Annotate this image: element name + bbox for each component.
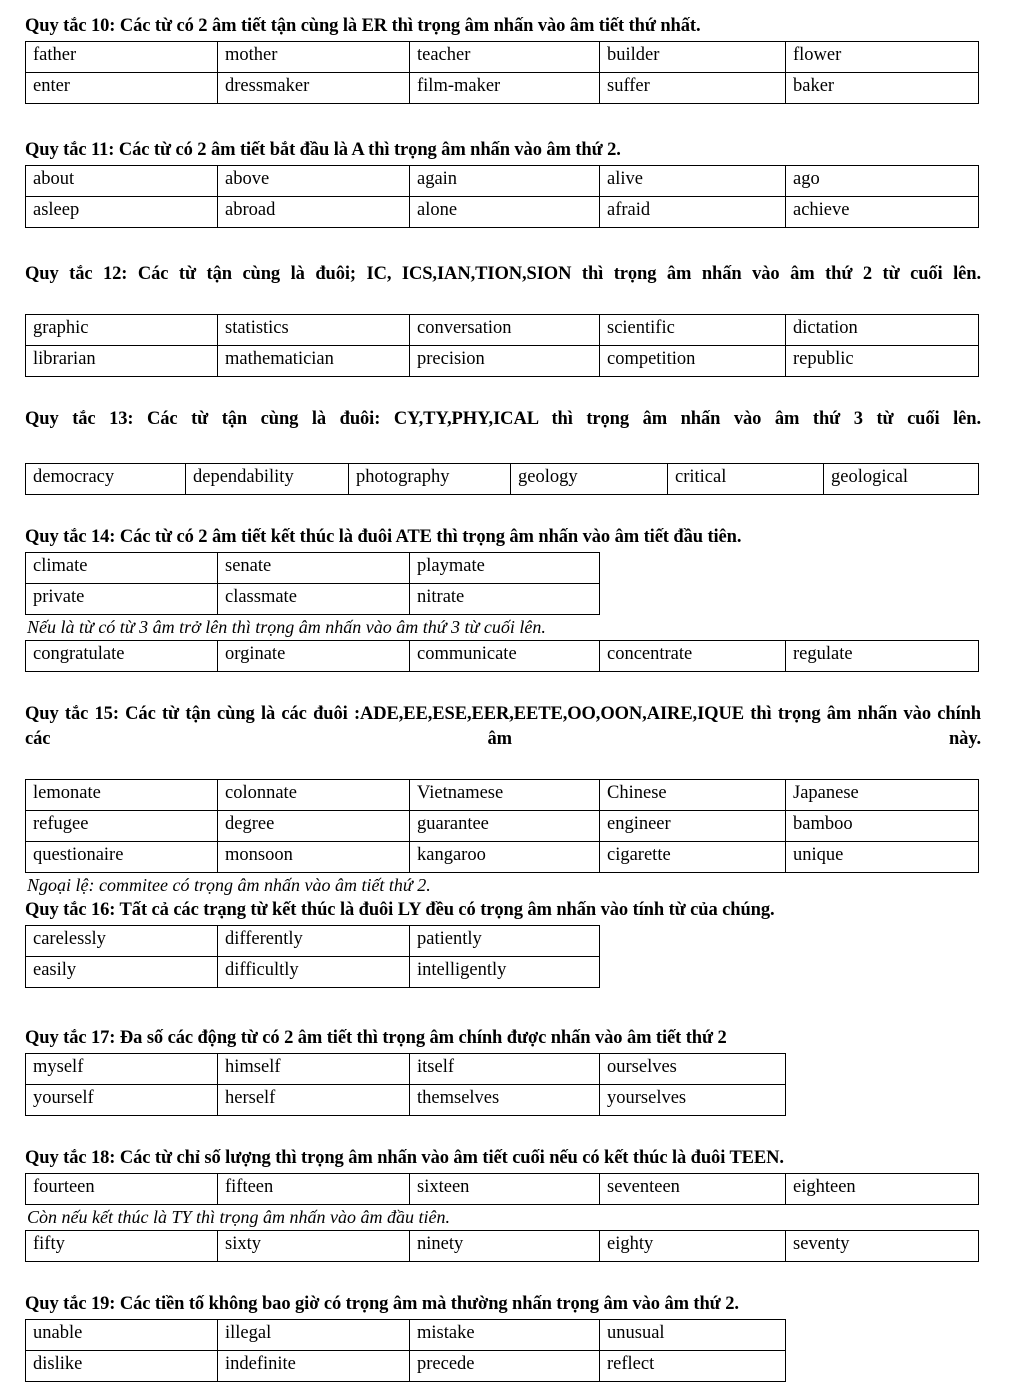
table-row xyxy=(26,197,979,228)
word-cell: alone xyxy=(410,197,600,228)
table-row xyxy=(26,957,600,988)
spacer xyxy=(25,377,981,407)
word-cell: competition xyxy=(600,346,786,377)
word-cell: guarantee xyxy=(410,811,600,842)
word-cell: again xyxy=(410,166,600,197)
word-cell: alive xyxy=(600,166,786,197)
rule-18-note: Còn nếu kết thúc là TY thì trọng âm nhấn vào âm đầu tiên. xyxy=(27,1207,450,1227)
document-content xyxy=(25,14,981,1382)
word-cell: abroad xyxy=(218,197,410,228)
word-cell: dictation xyxy=(786,315,979,346)
word-cell: unusual xyxy=(600,1320,786,1351)
table-row xyxy=(26,842,979,873)
word-cell: communicate xyxy=(410,641,600,672)
word-cell: questionaire xyxy=(26,842,218,873)
rule-15-heading: Quy tắc 15: Các từ tận cùng là các đuôi :ADE,EE,ESE,EER,EETE,OO,OON,AIRE,IQUE thì trọng âm nhấn vào chính các âm này. xyxy=(25,704,981,749)
rule-11-heading: Quy tắc 11: Các từ có 2 âm tiết bắt đầu là A thì trọng âm nhấn vào âm thứ 2. xyxy=(25,140,621,160)
word-cell: easily xyxy=(26,957,218,988)
table-row xyxy=(26,1231,979,1262)
word-cell: enter xyxy=(26,73,218,104)
word-cell: difficultly xyxy=(218,957,410,988)
word-cell: scientific xyxy=(600,315,786,346)
table-row xyxy=(26,1320,786,1351)
rule-15-table xyxy=(25,779,979,873)
word-cell: precision xyxy=(410,346,600,377)
word-cell: orginate xyxy=(218,641,410,672)
table-row xyxy=(26,1174,979,1205)
spacer xyxy=(25,228,981,262)
word-cell: critical xyxy=(668,464,824,495)
word-cell: dislike xyxy=(26,1351,218,1382)
rule-18-heading: Quy tắc 18: Các từ chỉ số lượng thì trọng âm nhấn vào âm tiết cuối nếu có kết thúc là đuôi TEEN. xyxy=(25,1148,784,1168)
word-cell: climate xyxy=(26,553,218,584)
word-cell: myself xyxy=(26,1054,218,1085)
rule-14-note: Nếu là từ có từ 3 âm trở lên thì trọng âm nhấn vào âm thứ 3 từ cuối lên. xyxy=(27,617,546,637)
table-row xyxy=(26,315,979,346)
word-cell: differently xyxy=(218,926,410,957)
word-cell: Chinese xyxy=(600,780,786,811)
spacer xyxy=(25,1262,981,1292)
word-cell: fourteen xyxy=(26,1174,218,1205)
word-cell: graphic xyxy=(26,315,218,346)
rule-17-heading: Quy tắc 17: Đa số các động từ có 2 âm tiết thì trọng âm chính được nhấn vào âm tiết thứ 2 xyxy=(25,1028,727,1048)
table-row xyxy=(26,42,979,73)
table-row xyxy=(26,641,979,672)
word-cell: conversation xyxy=(410,315,600,346)
word-cell: unable xyxy=(26,1320,218,1351)
word-cell: democracy xyxy=(26,464,186,495)
word-cell: engineer xyxy=(600,811,786,842)
word-cell: bamboo xyxy=(786,811,979,842)
word-cell: suffer xyxy=(600,73,786,104)
word-cell: Japanese xyxy=(786,780,979,811)
word-cell: intelligently xyxy=(410,957,600,988)
word-cell: photography xyxy=(349,464,511,495)
word-cell: dressmaker xyxy=(218,73,410,104)
table-row xyxy=(26,166,979,197)
word-cell: achieve xyxy=(786,197,979,228)
word-cell: kangaroo xyxy=(410,842,600,873)
rule-14-table-b xyxy=(25,640,979,672)
table-row xyxy=(26,926,600,957)
word-cell: geological xyxy=(824,464,979,495)
table-row xyxy=(26,1351,786,1382)
word-cell: sixteen xyxy=(410,1174,600,1205)
rule-16-table xyxy=(25,925,600,988)
rule-10-heading: Quy tắc 10: Các từ có 2 âm tiết tận cùng là ER thì trọng âm nhấn vào âm tiết thứ nhất. xyxy=(25,16,701,36)
word-cell: ninety xyxy=(410,1231,600,1262)
word-cell: mathematician xyxy=(218,346,410,377)
word-cell: mistake xyxy=(410,1320,600,1351)
spacer xyxy=(25,495,981,525)
table-row xyxy=(26,553,600,584)
word-cell: statistics xyxy=(218,315,410,346)
word-cell: eighteen xyxy=(786,1174,979,1205)
word-cell: reflect xyxy=(600,1351,786,1382)
word-cell: yourselves xyxy=(600,1085,786,1116)
word-cell: ago xyxy=(786,166,979,197)
word-cell: herself xyxy=(218,1085,410,1116)
table-row xyxy=(26,346,979,377)
word-cell: precede xyxy=(410,1351,600,1382)
word-cell: patiently xyxy=(410,926,600,957)
rule-19-heading: Quy tắc 19: Các tiền tố không bao giờ có trọng âm mà thường nhấn trọng âm vào âm thứ 2. xyxy=(25,1294,739,1314)
word-cell: itself xyxy=(410,1054,600,1085)
word-cell: themselves xyxy=(410,1085,600,1116)
word-cell: lemonate xyxy=(26,780,218,811)
word-cell: dependability xyxy=(186,464,349,495)
word-cell: nitrate xyxy=(410,584,600,615)
spacer xyxy=(25,104,981,138)
word-cell: private xyxy=(26,584,218,615)
word-cell: indefinite xyxy=(218,1351,410,1382)
word-cell: yourself xyxy=(26,1085,218,1116)
word-cell: ourselves xyxy=(600,1054,786,1085)
table-row xyxy=(26,584,600,615)
word-cell: about xyxy=(26,166,218,197)
word-cell: above xyxy=(218,166,410,197)
rule-13-heading: Quy tắc 13: Các từ tận cùng là đuôi: CY,TY,PHY,ICAL thì trọng âm nhấn vào âm thứ 3 từ cuối lên. xyxy=(25,409,981,429)
word-cell: mother xyxy=(218,42,410,73)
word-cell: refugee xyxy=(26,811,218,842)
word-cell: film-maker xyxy=(410,73,600,104)
rule-16-heading: Quy tắc 16: Tất cả các trạng từ kết thúc là đuôi LY đều có trọng âm nhấn vào tính từ của chúng. xyxy=(25,900,775,920)
word-cell: playmate xyxy=(410,553,600,584)
word-cell: afraid xyxy=(600,197,786,228)
word-cell: concentrate xyxy=(600,641,786,672)
word-cell: colonnate xyxy=(218,780,410,811)
word-cell: fifteen xyxy=(218,1174,410,1205)
word-cell: degree xyxy=(218,811,410,842)
word-cell: Vietnamese xyxy=(410,780,600,811)
word-cell: flower xyxy=(786,42,979,73)
rule-15-note: Ngoại lệ: commitee có trọng âm nhấn vào âm tiết thứ 2. xyxy=(27,875,431,895)
rule-19-table xyxy=(25,1319,786,1382)
word-cell: classmate xyxy=(218,584,410,615)
word-cell: republic xyxy=(786,346,979,377)
table-row xyxy=(26,1054,786,1085)
spacer xyxy=(25,988,981,1026)
word-cell: builder xyxy=(600,42,786,73)
word-cell: sixty xyxy=(218,1231,410,1262)
table-row xyxy=(26,780,979,811)
word-cell: baker xyxy=(786,73,979,104)
rule-14-table-a xyxy=(25,552,600,615)
word-cell: regulate xyxy=(786,641,979,672)
rule-14-heading: Quy tắc 14: Các từ có 2 âm tiết kết thúc là đuôi ATE thì trọng âm nhấn vào âm tiết đầu tiên. xyxy=(25,527,742,547)
word-cell: senate xyxy=(218,553,410,584)
word-cell: carelessly xyxy=(26,926,218,957)
word-cell: teacher xyxy=(410,42,600,73)
word-cell: seventeen xyxy=(600,1174,786,1205)
word-cell: father xyxy=(26,42,218,73)
word-cell: himself xyxy=(218,1054,410,1085)
table-row xyxy=(26,811,979,842)
spacer xyxy=(25,1116,981,1146)
word-cell: geology xyxy=(511,464,668,495)
rule-12-heading: Quy tắc 12: Các từ tận cùng là đuôi; IC, ICS,IAN,TION,SION thì trọng âm nhấn vào âm thứ 2 từ cuối lên. xyxy=(25,264,981,284)
rule-13-table xyxy=(25,463,979,495)
word-cell: asleep xyxy=(26,197,218,228)
word-cell: unique xyxy=(786,842,979,873)
rule-18-table-b xyxy=(25,1230,979,1262)
word-cell: congratulate xyxy=(26,641,218,672)
rule-11-table xyxy=(25,165,979,228)
rule-10-table xyxy=(25,41,979,104)
word-cell: eighty xyxy=(600,1231,786,1262)
word-cell: illegal xyxy=(218,1320,410,1351)
word-cell: librarian xyxy=(26,346,218,377)
word-cell: monsoon xyxy=(218,842,410,873)
word-cell: cigarette xyxy=(600,842,786,873)
word-cell: seventy xyxy=(786,1231,979,1262)
table-row xyxy=(26,464,979,495)
table-row xyxy=(26,73,979,104)
table-row xyxy=(26,1085,786,1116)
rule-12-table xyxy=(25,314,979,377)
spacer xyxy=(25,672,981,702)
rule-18-table-a xyxy=(25,1173,979,1205)
rule-17-table xyxy=(25,1053,786,1116)
word-cell: fifty xyxy=(26,1231,218,1262)
